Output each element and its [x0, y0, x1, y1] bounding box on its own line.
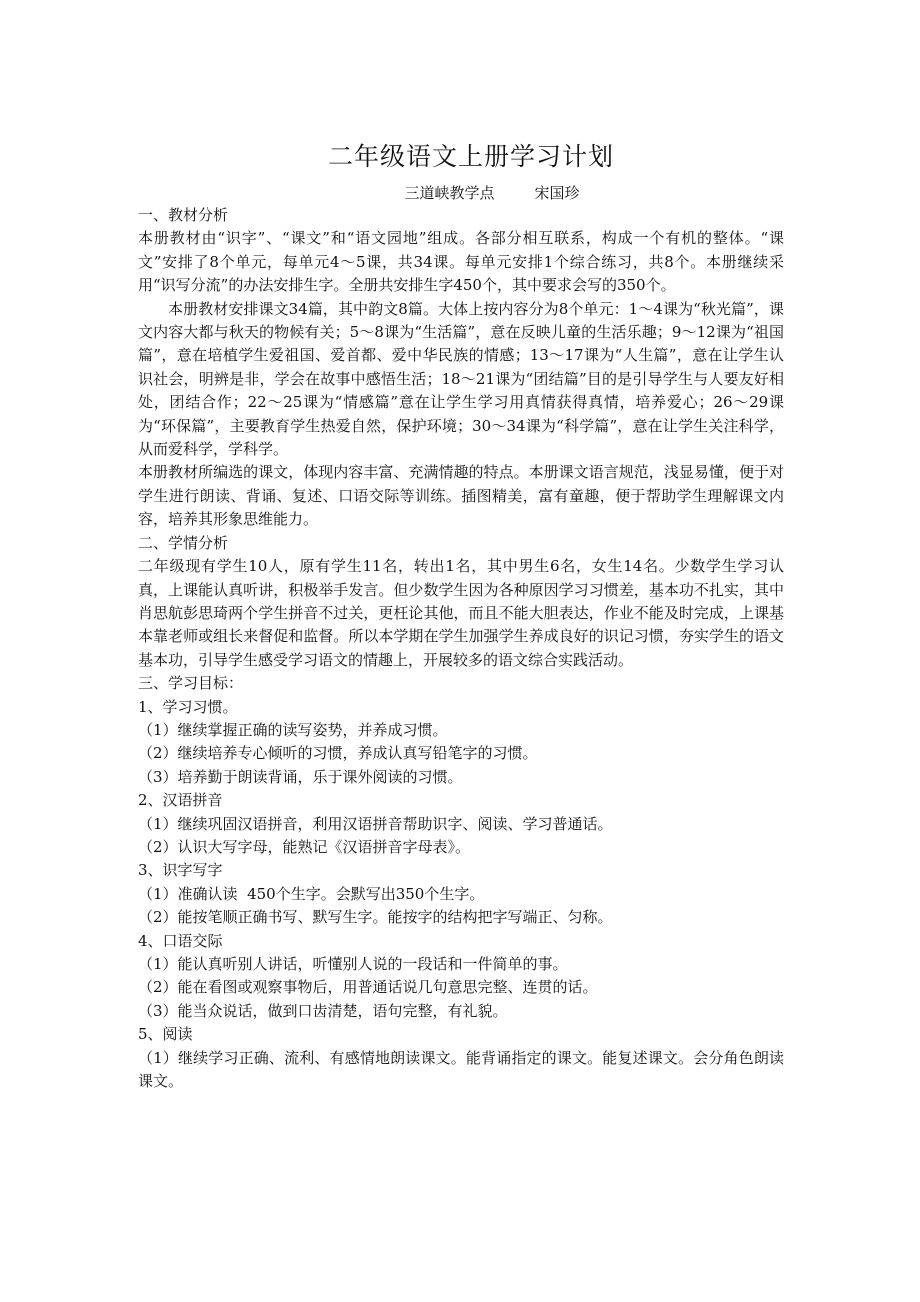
paragraph-students-1: 二年级现有学生10人，原有学生11名，转出1名，其中男生6名，女生14名。少数学生学习认真，上课能认真听讲，积极举手发言。但少数学生因为各种原因学习习惯差，基本功不扎实，其中肖思航彭思琦两个学生拼音不过关，更枉论其他，而且不能大胆表达，作业不能及时完成，上课基本靠老师或组长来督促和监督。所以本学期在学生加强学生养成良好的识记习惯，夯实学生的语文基本功，引导学生感受学习语文的情趣上，开展较多的语文综合实践活动。: [138, 557, 784, 669]
goal-item: （2）能在看图或观察事物后，用普通话说几句意思完整、连贯的话。: [138, 978, 598, 997]
goal-item: （2）继续培养专心倾听的习惯，养成认真写铅笔字的习惯。: [138, 744, 538, 763]
goal-heading-characters: 3、识字写字: [138, 861, 223, 880]
byline-author: 宋国珍: [534, 184, 580, 202]
byline: [138, 182, 784, 204]
goal-heading-pinyin: 2、汉语拼音: [138, 791, 223, 810]
goal-item: （1）继续学习正确、流利、有感情地朗读课文。能背诵指定的课文。能复述课文。会分角色朗读课文。: [138, 1048, 784, 1091]
paragraph-materials-1: 本册教材由“识字”、“课文”和“语文园地”组成。各部分相互联系，构成一个有机的整体。“课文”安排了8个单元，每单元4～5课，共34课。每单元安排1个综合练习，共8个。本册继续采用“识写分流”的办法安排生字。全册共安排生字450个，其中要求会写的350个。: [138, 229, 784, 295]
goal-heading-reading: 5、阅读: [138, 1025, 193, 1044]
document-title: 二年级语文上册学习计划: [327, 142, 614, 171]
section-heading-goals: 三、学习目标：: [138, 674, 244, 693]
goal-item: （1）继续掌握正确的读写姿势，并养成习惯。: [138, 720, 448, 739]
goal-item: （3）能当众说话，做到口齿清楚，语句完整，有礼貌。: [138, 1001, 508, 1020]
section-heading-students: 二、学情分析: [138, 533, 229, 552]
goal-item: （2）能按笔顺正确书写、默写生字。能按字的结构把字写端正、匀称。: [138, 908, 613, 927]
goal-heading-habits: 1、学习习惯。: [138, 697, 238, 716]
goal-item: （1）继续巩固汉语拼音，利用汉语拼音帮助识字、阅读、学习普通话。: [138, 814, 613, 833]
section-heading-materials: 一、教材分析: [138, 206, 229, 224]
goal-item: （1）准确认读 450个生字。会默写出350个生字。: [138, 884, 485, 903]
paragraph-materials-3: 本册教材所编选的课文，体现内容丰富、充满情趣的特点。本册课文语言规范，浅显易懂，便于对学生进行朗读、背诵、复述、口语交际等训练。插图精美，富有童趣，便于帮助学生理解课文内容，培养其形象思维能力。: [138, 463, 784, 529]
paragraph-materials-2: 本册教材安排课文34篇，其中韵文8篇。大体上按内容分为8个单元：1～4课为“秋光篇”，课文内容大都与秋天的物候有关；5～8课为“生活篇”，意在反映儿童的生活乐趣；9～12课为“祖国篇”，意在培植学生爱祖国、爱首都、爱中华民族的情感；13～17课为“人生篇”，意在让学生认识社会，明辨是非，学会在故事中感悟生活；18～21课为“团结篇”目的是引导学生与人要友好相处，团结合作；22～25课为“情感篇”意在让学生学习用真情获得真情，培养爱心；26～29课为“环保篇”，主要教育学生热爱自然，保护环境；30～34课为“科学篇”，意在让学生关注科学，从而爱科学，学科学。: [138, 299, 784, 459]
document-page: [138, 140, 784, 1093]
goal-heading-oral: 4、口语交际: [138, 931, 223, 950]
byline-location: 三道峡教学点: [404, 184, 495, 202]
goal-item: （2）认识大写字母，能熟记《汉语拼音字母表》。: [138, 837, 471, 856]
goal-item: （1）能认真听别人讲话，听懂别人说的一段话和一件简单的事。: [138, 955, 568, 973]
goal-item: （3）培养勤于朗读背诵，乐于课外阅读的习惯。: [138, 767, 463, 786]
